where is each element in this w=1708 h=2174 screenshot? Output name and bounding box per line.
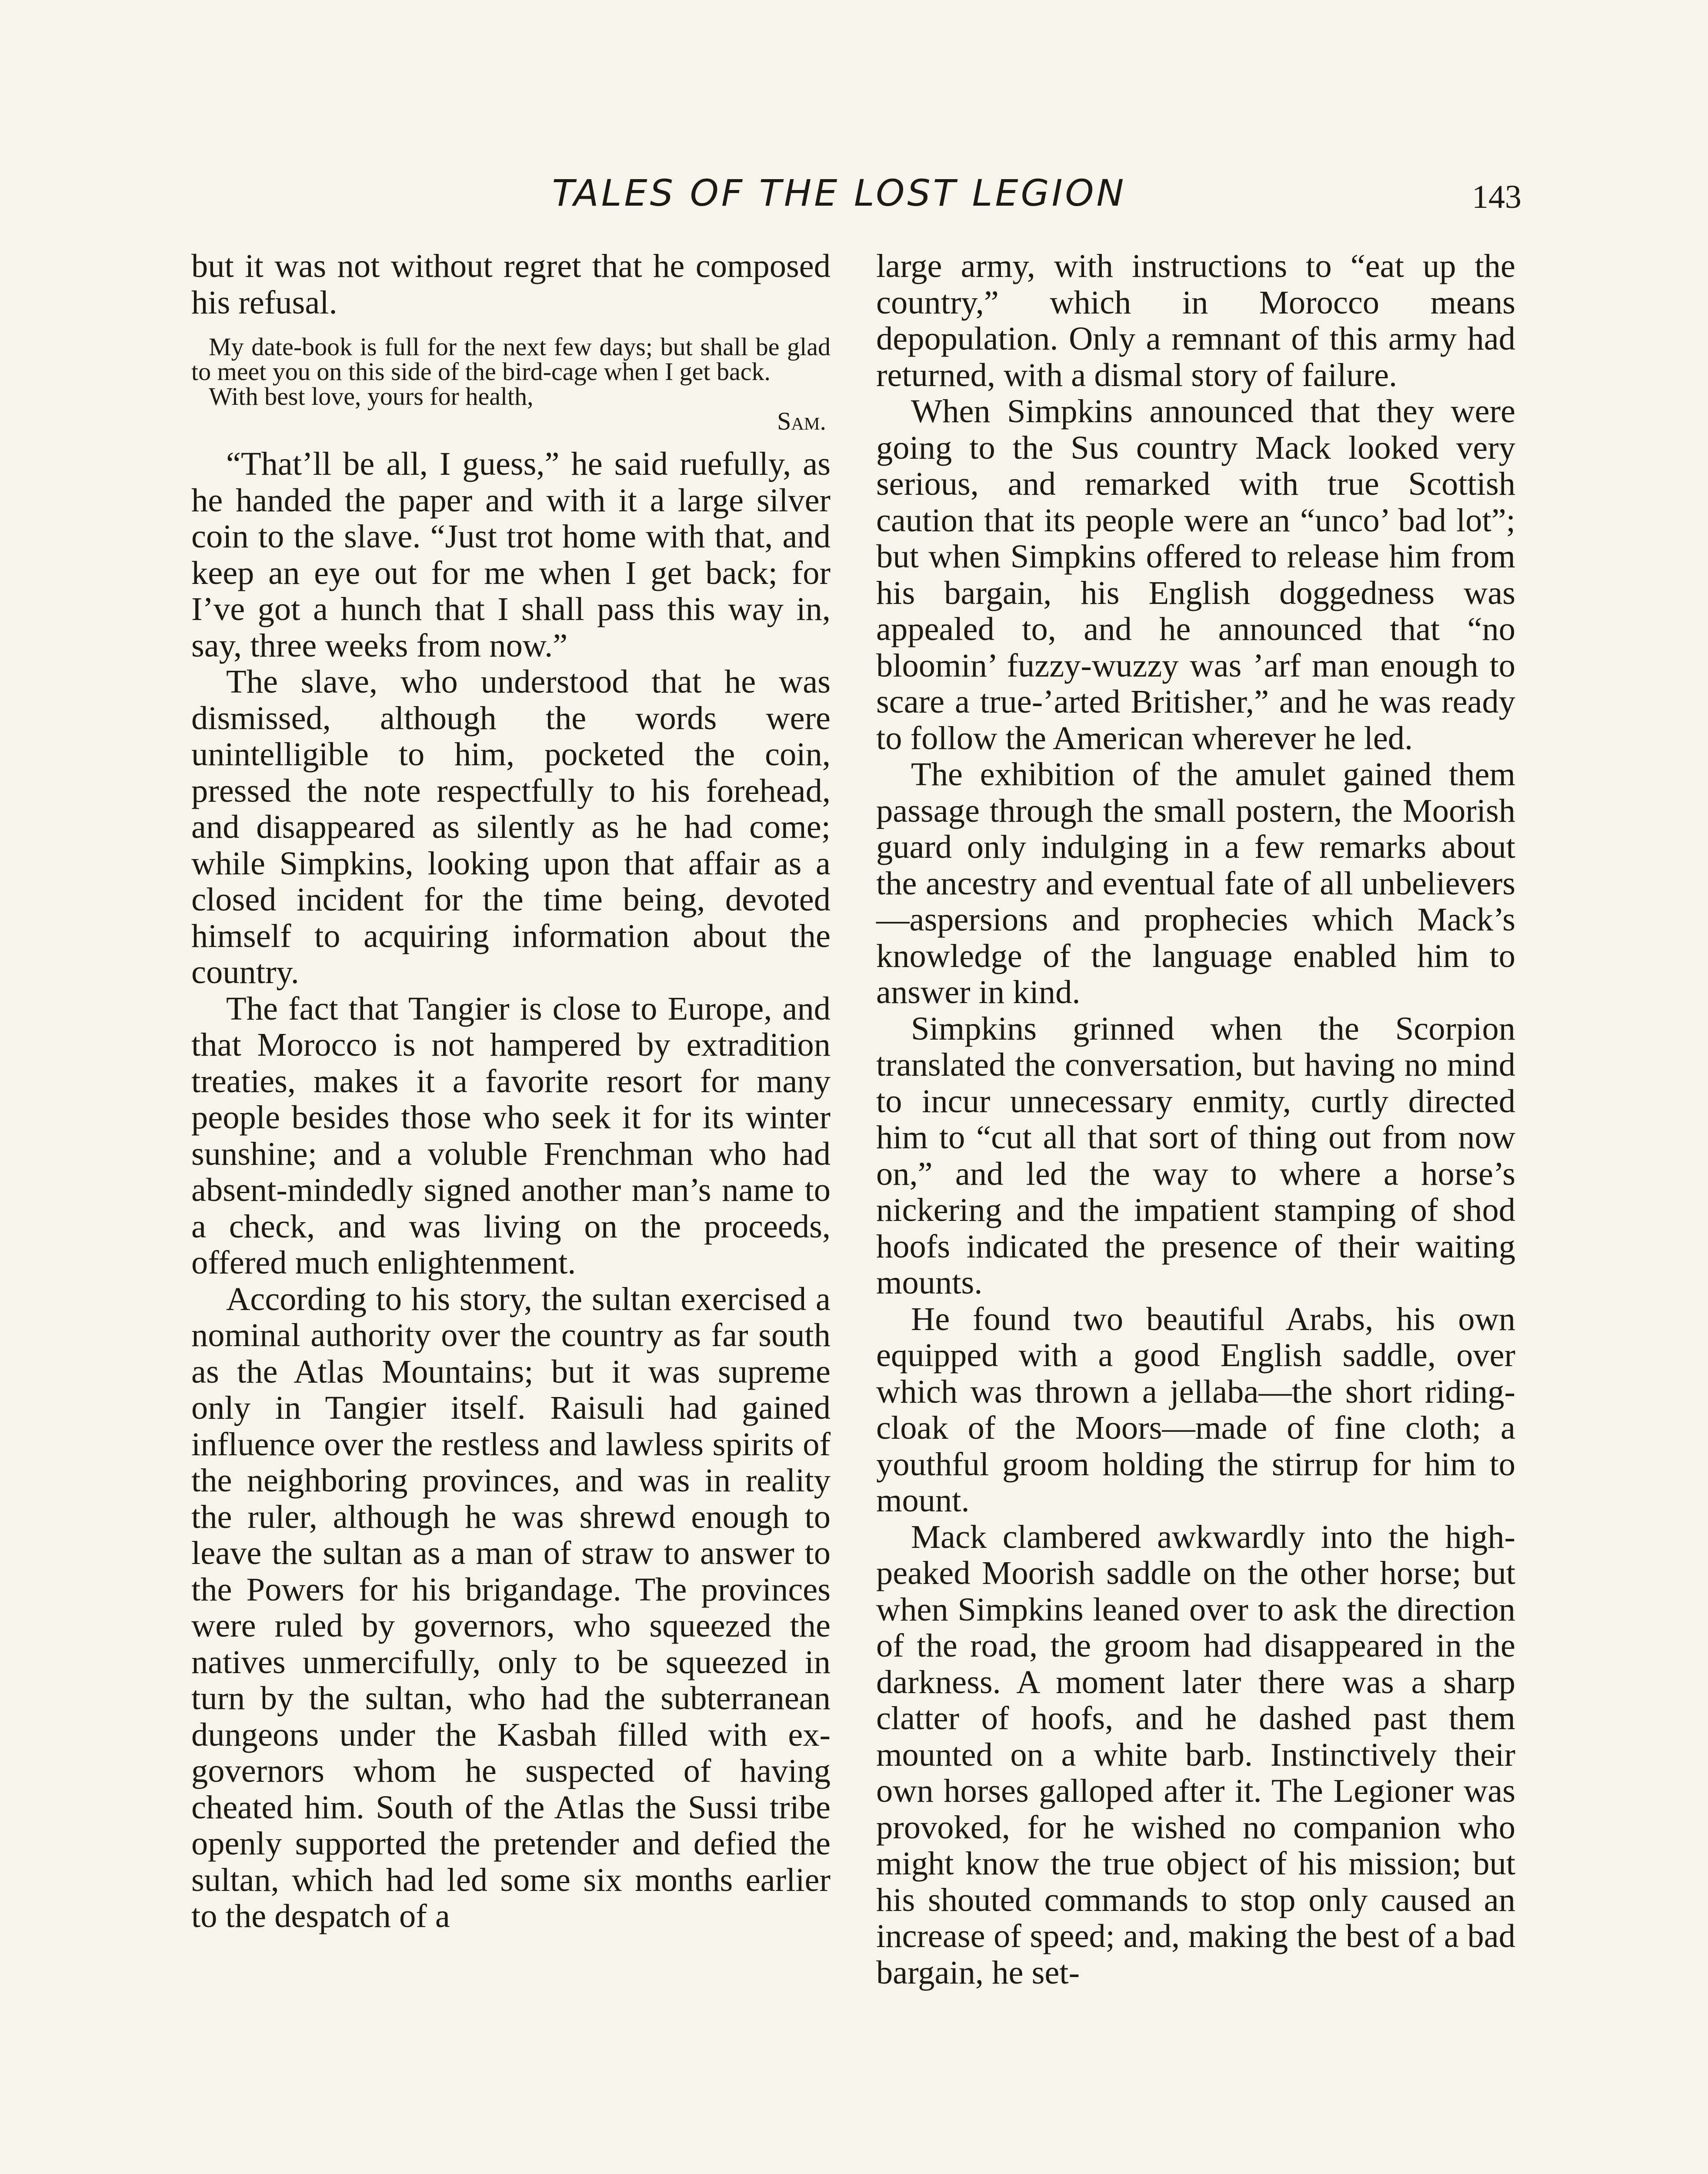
page-number: 143 [1472,179,1521,215]
running-title: TALES OF THE LOST LEGION [552,172,1127,214]
paragraph: “That’ll be all, I guess,” he said ruefully, as he handed the paper and with it a large silver coin to the slave. “Just trot home with that, and keep an eye out for me when I get back; for I’ve got a hunch that I shall pass this way in, say, three weeks from now.” [191,445,831,664]
letter-signature: Sam. [777,407,826,435]
paragraph: The exhibition of the amulet gained them passage through the small postern, the Moorish guard only indulging in a few remarks about the ancestry and eventual fate of all unbelievers—aspersions and prophecies which Mack’s knowledge of the language enabled him to answer in kind. [876,756,1515,1010]
paragraph: When Simpkins announced that they were going to the Sus country Mack looked very serious, and remarked with true Scottish caution that its people were an “unco’ bad lot”; but when Simpkins offered to release him from his bargain, his English doggedness was appealed to, and he announced that “no bloomin’ fuzzy-wuzzy was ’arf man enough to scare a true-’arted Britisher,” and he was ready to follow the American wherever he led. [876,393,1515,757]
paragraph: Simpkins grinned when the Scorpion translated the conversation, but having no mind to incur unnecessary enmity, curtly directed him to “cut all that sort of thing out from now on,” and led the way to where a horse’s nickering and the impatient stamping of shod hoofs indicated the presence of their waiting mounts. [876,1010,1515,1301]
paragraph: He found two beautiful Arabs, his own equipped with a good English saddle, over which was thrown a jellaba—the short riding-cloak of the Moors—made of fine cloth; a youthful groom holding the stirrup for him to mount. [876,1300,1515,1519]
paragraph: large army, with instructions to “eat up the country,” which in Morocco means depopulation. Only a remnant of this army had returned, with a dismal story of failure. [876,247,1515,393]
left-column [191,248,831,1934]
right-column [876,248,1515,1991]
paragraph: The fact that Tangier is close to Europe, and that Morocco is not hampered by extradition treaties, makes it a favorite resort for many people besides those who seek it for its winter sunshine; and a voluble Frenchman who had absent-mindedly signed another man’s name to a check, and was living on the proceeds, offered much enlightenment. [191,990,831,1281]
paragraph: but it was not without regret that he composed his refusal. [191,247,831,321]
paragraph: Mack clambered awkwardly into the high-peaked Moorish saddle on the other horse; but when Simpkins leaned over to ask the direction of the road, the groom had disappeared in the darkness. A moment later there was a sharp clatter of hoofs, and he dashed past them mounted on a white barb. Instinctively their own horses galloped after it. The Legioner was provoked, for he wished no companion who might know the true object of his mission; but his shouted commands to stop only caused an increase of speed; and, making the best of a bad bargain, he set- [876,1518,1515,1991]
letter-closing: With best love, yours for health, [209,382,534,410]
paragraph: According to his story, the sultan exercised a nominal authority over the country as far south as the Atlas Mountains; but it was supreme only in Tangier itself. Raisuli had gained influence over the restless and lawless spirits of the neighboring provinces, and was in reality the ruler, although he was shrewd enough to leave the sultan as a man of straw to answer to the Powers for his brigandage. The provinces were ruled by governors, who squeezed the natives unmercifully, only to be squeezed in turn by the sultan, who had the subterranean dungeons under the Kasbah filled with ex-governors whom he suspected of having cheated him. South of the Atlas the Sussi tribe openly supported the pretender and defied the sultan, which had led some six months earlier to the despatch of a [191,1280,831,1934]
paragraph: The slave, who understood that he was dismissed, although the words were unintelligible to him, pocketed the coin, pressed the note respectfully to his forehead, and disappeared as silently as he had come; while Simpkins, looking upon that affair as a closed incident for the time being, devoted himself to acquiring information about the country. [191,663,831,990]
letter-quote [191,334,831,433]
letter-paragraph: My date-book is full for the next few days; but shall be glad to meet you on this side of the bird-cage when I get back. [191,333,831,386]
